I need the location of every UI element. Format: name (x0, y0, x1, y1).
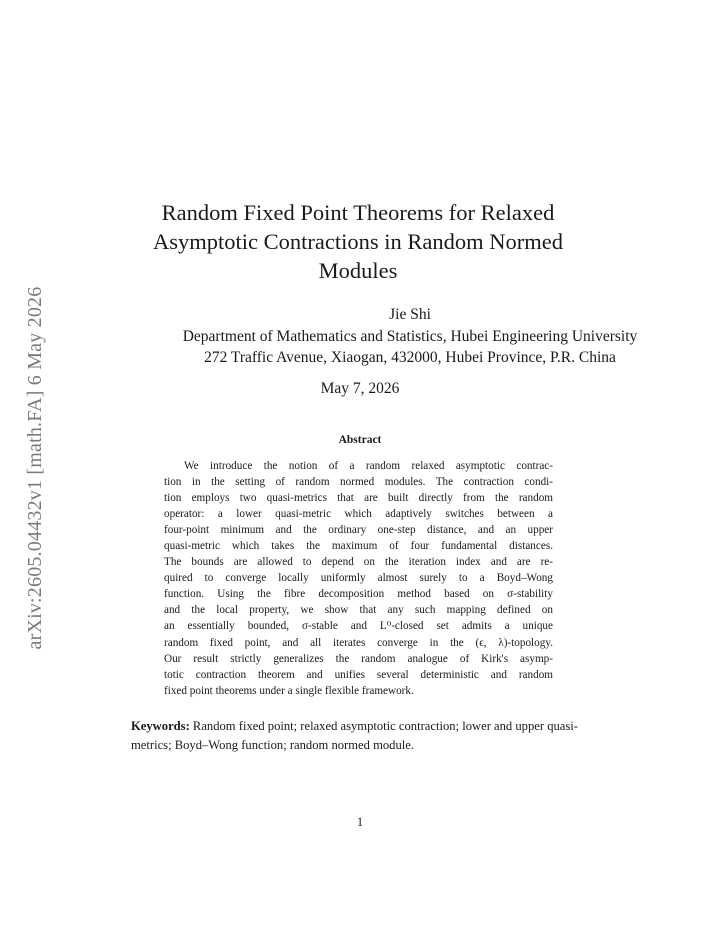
title-line: Asymptotic Contractions in Random Normed (153, 229, 563, 254)
keywords-text: Random fixed point; relaxed asymptotic contraction; lower and upper quasi-metrics; Boyd–Wong function; random normed module. (131, 719, 578, 752)
abstract-line: Our result strictly generalizes the random analogue of Kirk's asymp- (164, 652, 553, 665)
author-address: 272 Traffic Avenue, Xiaogan, 432000, Hubei Province, P.R. China (204, 349, 616, 366)
keywords-label: Keywords: (131, 719, 190, 733)
abstract-line: tion employs two quasi-metrics that are built directly from the random (164, 492, 553, 505)
abstract-line: four-point minimum and the ordinary one-step distance, and an upper (164, 524, 553, 537)
abstract-line: The bounds are allowed to depend on the iteration index and are re- (164, 556, 553, 569)
author-block (100, 304, 720, 369)
abstract-line: operator: a lower quasi-metric which adaptively switches between a (164, 508, 553, 521)
paper-date: May 7, 2026 (320, 380, 400, 397)
abstract-line: quired to converge locally uniformly almost surely to a Boyd–Wong (164, 572, 553, 585)
abstract-line: and the local property, we show that any such mapping defined on (164, 604, 553, 617)
abstract-line: an essentially bounded, σ-stable and L⁰-closed set admits a unique (164, 620, 553, 633)
keywords-block (131, 717, 591, 754)
paper-title (110, 198, 606, 285)
abstract-line: tion in the setting of random normed modules. The contraction condi- (164, 476, 553, 489)
abstract-line: fixed point theorems under a single flexible framework. (164, 684, 414, 697)
abstract-line: function. Using the fibre decomposition method based on σ-stability (164, 588, 553, 601)
author-affiliation: Department of Mathematics and Statistics, Hubei Engineering University (182, 327, 638, 345)
abstract-heading: Abstract (338, 434, 382, 446)
title-line: Modules (318, 258, 398, 283)
abstract-body (164, 458, 553, 699)
abstract-line: totic contraction theorem and unifies several deterministic and random (164, 668, 553, 681)
abstract-line: random fixed point, and all iterates converge in the (ϵ, λ)-topology. (164, 636, 553, 649)
page-number: 1 (356, 815, 364, 829)
arxiv-identifier-stamp: arXiv:2605.04432v1 [math.FA] 6 May 2026 (24, 286, 46, 650)
title-line: Random Fixed Point Theorems for Relaxed (161, 200, 555, 225)
abstract-line: quasi-metric which takes the maximum of four fundamental distances. (164, 540, 553, 553)
abstract-line: We introduce the notion of a random relaxed asymptotic contrac- (184, 460, 553, 472)
author-name: Jie Shi (389, 306, 431, 323)
